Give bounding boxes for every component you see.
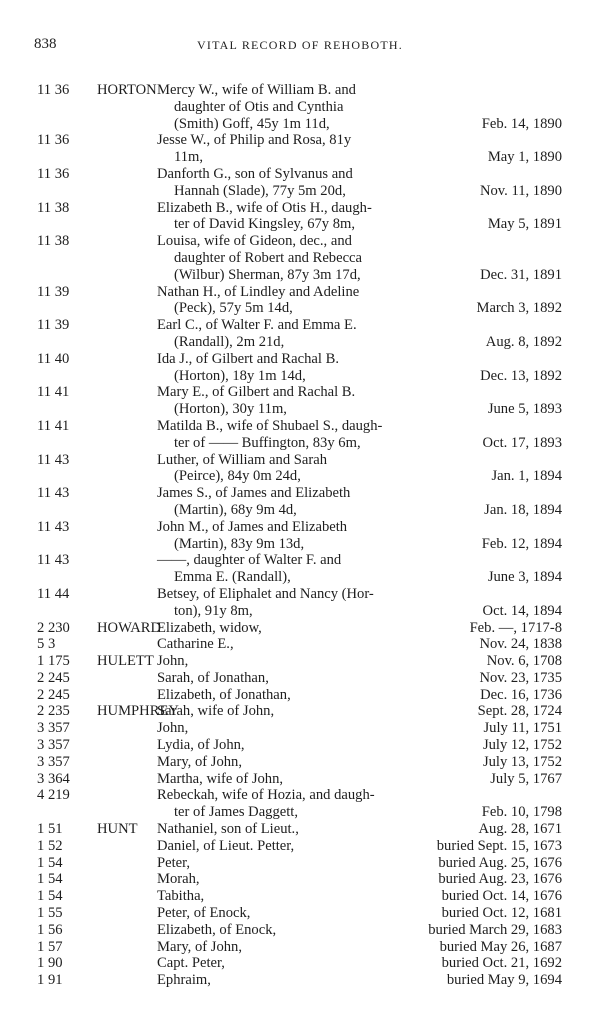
record-entry [0, 821, 600, 838]
record-entry-continuation [0, 536, 600, 553]
entry-text-continued: Hannah (Slade), 77y 5m 20d, [174, 182, 346, 199]
record-entry [0, 771, 600, 788]
entry-text-continued: (Smith) Goff, 45y 1m 11d, [174, 115, 330, 132]
surname: HUMPHREY [97, 703, 179, 720]
record-entry [0, 636, 600, 653]
record-entry [0, 82, 600, 99]
record-reference: 11 36 [37, 82, 70, 98]
record-date: Nov. 11, 1890 [479, 182, 562, 199]
entry-text: Earl C., of Walter F. and Emma E. [157, 317, 357, 334]
entry-text-continued: Emma E. (Randall), [174, 569, 291, 586]
entry-text-continued: (Randall), 2m 21d, [174, 333, 285, 350]
record-reference: 4 219 [37, 787, 70, 804]
record-reference: 1 175 [37, 653, 70, 670]
record-reference: 3 364 [37, 770, 70, 787]
record-reference: 11 36 [37, 132, 70, 149]
record-reference: 11 38 [37, 199, 70, 216]
record-date: buried May 9, 1694 [446, 972, 562, 989]
record-entry [0, 200, 600, 217]
record-reference: 11 40 [37, 350, 70, 367]
record-reference: 11 43 [37, 552, 70, 569]
record-date: buried Aug. 25, 1676 [438, 854, 562, 871]
entry-text: Tabitha, [157, 888, 205, 905]
running-header [0, 36, 600, 54]
record-date: Oct. 17, 1893 [482, 434, 562, 451]
record-entry [0, 653, 600, 670]
record-date: buried Oct. 21, 1692 [441, 955, 562, 972]
record-date: Dec. 16, 1736 [480, 686, 562, 703]
record-entry [0, 166, 600, 183]
record-date: July 11, 1751 [483, 720, 562, 737]
record-reference: 11 41 [37, 384, 70, 401]
record-reference: 1 57 [37, 938, 63, 955]
record-entry-continuation [0, 216, 600, 233]
entry-text-continued: ter of David Kingsley, 67y 8m, [174, 216, 356, 233]
entry-text: Danforth G., son of Sylvanus and [157, 165, 353, 182]
entry-text: Daniel, of Lieut. Petter, [157, 837, 295, 854]
page-title: VITAL RECORD OF REHOBOTH. [197, 38, 403, 52]
record-date: Aug. 28, 1671 [478, 821, 562, 838]
entry-text: Luther, of William and Sarah [157, 451, 327, 468]
record-entry [0, 418, 600, 435]
entry-text-continued: ter of —— Buffington, 83y 6m, [174, 434, 361, 451]
record-reference: 11 36 [37, 165, 70, 182]
record-entry [0, 351, 600, 368]
record-entry [0, 888, 600, 905]
entry-text: Ida J., of Gilbert and Rachal B. [157, 350, 339, 367]
record-reference: 11 43 [37, 451, 70, 468]
record-entry [0, 284, 600, 301]
record-entry [0, 452, 600, 469]
entry-text: Capt. Peter, [157, 955, 225, 972]
record-entry [0, 552, 600, 569]
record-entry-continuation [0, 183, 600, 200]
record-entry-continuation [0, 401, 600, 418]
record-reference: 11 39 [37, 283, 70, 300]
record-date: Oct. 14, 1894 [482, 602, 562, 619]
record-reference: 1 51 [37, 821, 63, 838]
record-entry-continuation [0, 149, 600, 166]
entry-text: John, [157, 720, 189, 737]
record-reference: 11 44 [37, 585, 70, 602]
record-reference: 11 43 [37, 518, 70, 535]
record-entry [0, 132, 600, 149]
record-entry [0, 905, 600, 922]
record-entry-continuation [0, 368, 600, 385]
record-entry-continuation [0, 569, 600, 586]
record-date: Dec. 13, 1892 [480, 367, 562, 384]
entry-text: Elizabeth B., wife of Otis H., daugh- [157, 199, 372, 216]
record-reference: 11 39 [37, 317, 70, 334]
record-entry [0, 922, 600, 939]
record-entry-continuation [0, 250, 600, 267]
record-date: Nov. 6, 1708 [486, 653, 562, 670]
record-entry [0, 939, 600, 956]
record-date: June 5, 1893 [487, 401, 562, 418]
entry-text-continued: (Peck), 57y 5m 14d, [174, 300, 293, 317]
record-entry [0, 485, 600, 502]
record-date: Dec. 31, 1891 [480, 266, 562, 283]
surname: HUNT [97, 821, 138, 838]
record-entry [0, 955, 600, 972]
entry-text-continued: daughter of Robert and Rebecca [174, 249, 363, 266]
entry-text: Mary, of John, [157, 938, 242, 955]
surname: HORTON [97, 82, 157, 98]
record-date: May 1, 1890 [487, 149, 562, 166]
record-date: Feb. 14, 1890 [481, 115, 562, 132]
surname: HULETT [97, 653, 154, 670]
record-entry [0, 317, 600, 334]
record-reference: 11 43 [37, 485, 70, 502]
entry-text: Jesse W., of Philip and Rosa, 81y [157, 132, 352, 149]
entry-text-continued: (Wilbur) Sherman, 87y 3m 17d, [174, 266, 361, 283]
entry-text: Matilda B., wife of Shubael S., daugh- [157, 417, 383, 434]
record-reference: 1 52 [37, 837, 63, 854]
record-entry [0, 737, 600, 754]
record-date: buried March 29, 1683 [428, 921, 562, 938]
entry-text: James S., of James and Elizabeth [157, 485, 351, 502]
record-entry-continuation [0, 435, 600, 452]
record-entry [0, 233, 600, 250]
record-entry [0, 972, 600, 989]
record-date: July 12, 1752 [482, 737, 562, 754]
entry-text: Peter, [157, 854, 191, 871]
entry-text: Mary, of John, [157, 753, 242, 770]
entry-text: Louisa, wife of Gideon, dec., and [157, 233, 352, 250]
entry-text: Sarah, of Jonathan, [157, 669, 269, 686]
record-entry-continuation [0, 603, 600, 620]
record-entry [0, 754, 600, 771]
record-entry [0, 871, 600, 888]
entry-text: Nathaniel, son of Lieut., [157, 821, 299, 838]
record-entry [0, 519, 600, 536]
record-reference: 1 91 [37, 972, 63, 989]
record-list [0, 82, 600, 989]
record-date: Jan. 1, 1894 [491, 468, 562, 485]
record-date: June 3, 1894 [487, 569, 562, 586]
entry-text: Sarah, wife of John, [157, 703, 275, 720]
record-reference: 1 54 [37, 854, 63, 871]
record-date: Aug. 8, 1892 [485, 333, 562, 350]
record-date: July 13, 1752 [482, 753, 562, 770]
record-date: buried Oct. 14, 1676 [441, 888, 562, 905]
record-date: July 5, 1767 [490, 770, 562, 787]
entry-text-continued: 11m, [174, 149, 204, 166]
record-entry-continuation [0, 468, 600, 485]
record-entry [0, 720, 600, 737]
record-date: Nov. 24, 1838 [479, 636, 562, 653]
record-reference: 1 54 [37, 871, 63, 888]
entry-text: Rebeckah, wife of Hozia, and daugh- [157, 787, 375, 804]
record-date: Feb. 10, 1798 [481, 804, 562, 821]
record-entry-continuation [0, 300, 600, 317]
record-reference: 3 357 [37, 720, 70, 737]
record-entry-continuation [0, 804, 600, 821]
entry-text: Peter, of Enock, [157, 905, 251, 922]
record-reference: 2 245 [37, 686, 70, 703]
entry-text: Nathan H., of Lindley and Adeline [157, 283, 360, 300]
record-reference: 3 357 [37, 753, 70, 770]
record-entry-continuation [0, 99, 600, 116]
entry-text-continued: (Martin), 83y 9m 13d, [174, 535, 305, 552]
record-reference: 11 41 [37, 417, 70, 434]
record-date: March 3, 1892 [476, 300, 562, 317]
entry-text-continued: ter of James Daggett, [174, 804, 299, 821]
page-number: 838 [34, 36, 57, 52]
entry-text: ——, daughter of Walter F. and [157, 552, 342, 569]
record-reference: 2 245 [37, 669, 70, 686]
record-date: Sept. 28, 1724 [477, 703, 562, 720]
entry-text: Mercy W., wife of William B. and [157, 82, 356, 98]
record-reference: 2 235 [37, 703, 70, 720]
record-entry [0, 384, 600, 401]
record-date: Feb. 12, 1894 [481, 535, 562, 552]
entry-text-continued: (Martin), 68y 9m 4d, [174, 501, 297, 518]
record-entry-continuation [0, 334, 600, 351]
record-reference: 1 55 [37, 905, 63, 922]
record-entry [0, 586, 600, 603]
record-entry [0, 687, 600, 704]
entry-text: Elizabeth, of Jonathan, [157, 686, 291, 703]
entry-text: Martha, wife of John, [157, 770, 284, 787]
record-date: buried May 26, 1687 [439, 938, 562, 955]
record-date: Feb. —, 1717-8 [469, 619, 562, 636]
surname: HOWARD [97, 619, 162, 636]
record-entry [0, 703, 600, 720]
record-date: buried Aug. 23, 1676 [438, 871, 562, 888]
record-reference: 11 38 [37, 233, 70, 250]
record-reference: 1 56 [37, 921, 63, 938]
entry-text-continued: (Peirce), 84y 0m 24d, [174, 468, 301, 485]
record-entry [0, 620, 600, 637]
record-entry [0, 838, 600, 855]
record-reference: 1 54 [37, 888, 63, 905]
entry-text: Mary E., of Gilbert and Rachal B. [157, 384, 356, 401]
entry-text: Catharine E., [157, 636, 234, 653]
record-entry-continuation [0, 116, 600, 133]
record-entry-continuation [0, 267, 600, 284]
record-entry [0, 670, 600, 687]
record-entry [0, 787, 600, 804]
entry-text: Betsey, of Eliphalet and Nancy (Hor- [157, 585, 374, 602]
record-entry-continuation [0, 502, 600, 519]
record-reference: 5 3 [37, 636, 56, 653]
entry-text: Morah, [157, 871, 200, 888]
entry-text: Elizabeth, widow, [157, 619, 262, 636]
entry-text: Lydia, of John, [157, 737, 245, 754]
entry-text-continued: (Horton), 18y 1m 14d, [174, 367, 306, 384]
entry-text: John, [157, 653, 189, 670]
record-reference: 3 357 [37, 737, 70, 754]
entry-text: Elizabeth, of Enock, [157, 921, 277, 938]
record-date: Nov. 23, 1735 [479, 669, 562, 686]
entry-text-continued: daughter of Otis and Cynthia [174, 98, 344, 115]
entry-text: John M., of James and Elizabeth [157, 518, 348, 535]
record-reference: 2 230 [37, 619, 70, 636]
entry-text-continued: ton), 91y 8m, [174, 602, 253, 619]
entry-text: Ephraim, [157, 972, 211, 989]
record-entry [0, 855, 600, 872]
record-date: buried Sept. 15, 1673 [436, 837, 562, 854]
record-reference: 1 90 [37, 955, 63, 972]
entry-text-continued: (Horton), 30y 11m, [174, 401, 287, 418]
record-date: May 5, 1891 [487, 216, 562, 233]
record-date: buried Oct. 12, 1681 [441, 905, 562, 922]
record-date: Jan. 18, 1894 [484, 501, 562, 518]
